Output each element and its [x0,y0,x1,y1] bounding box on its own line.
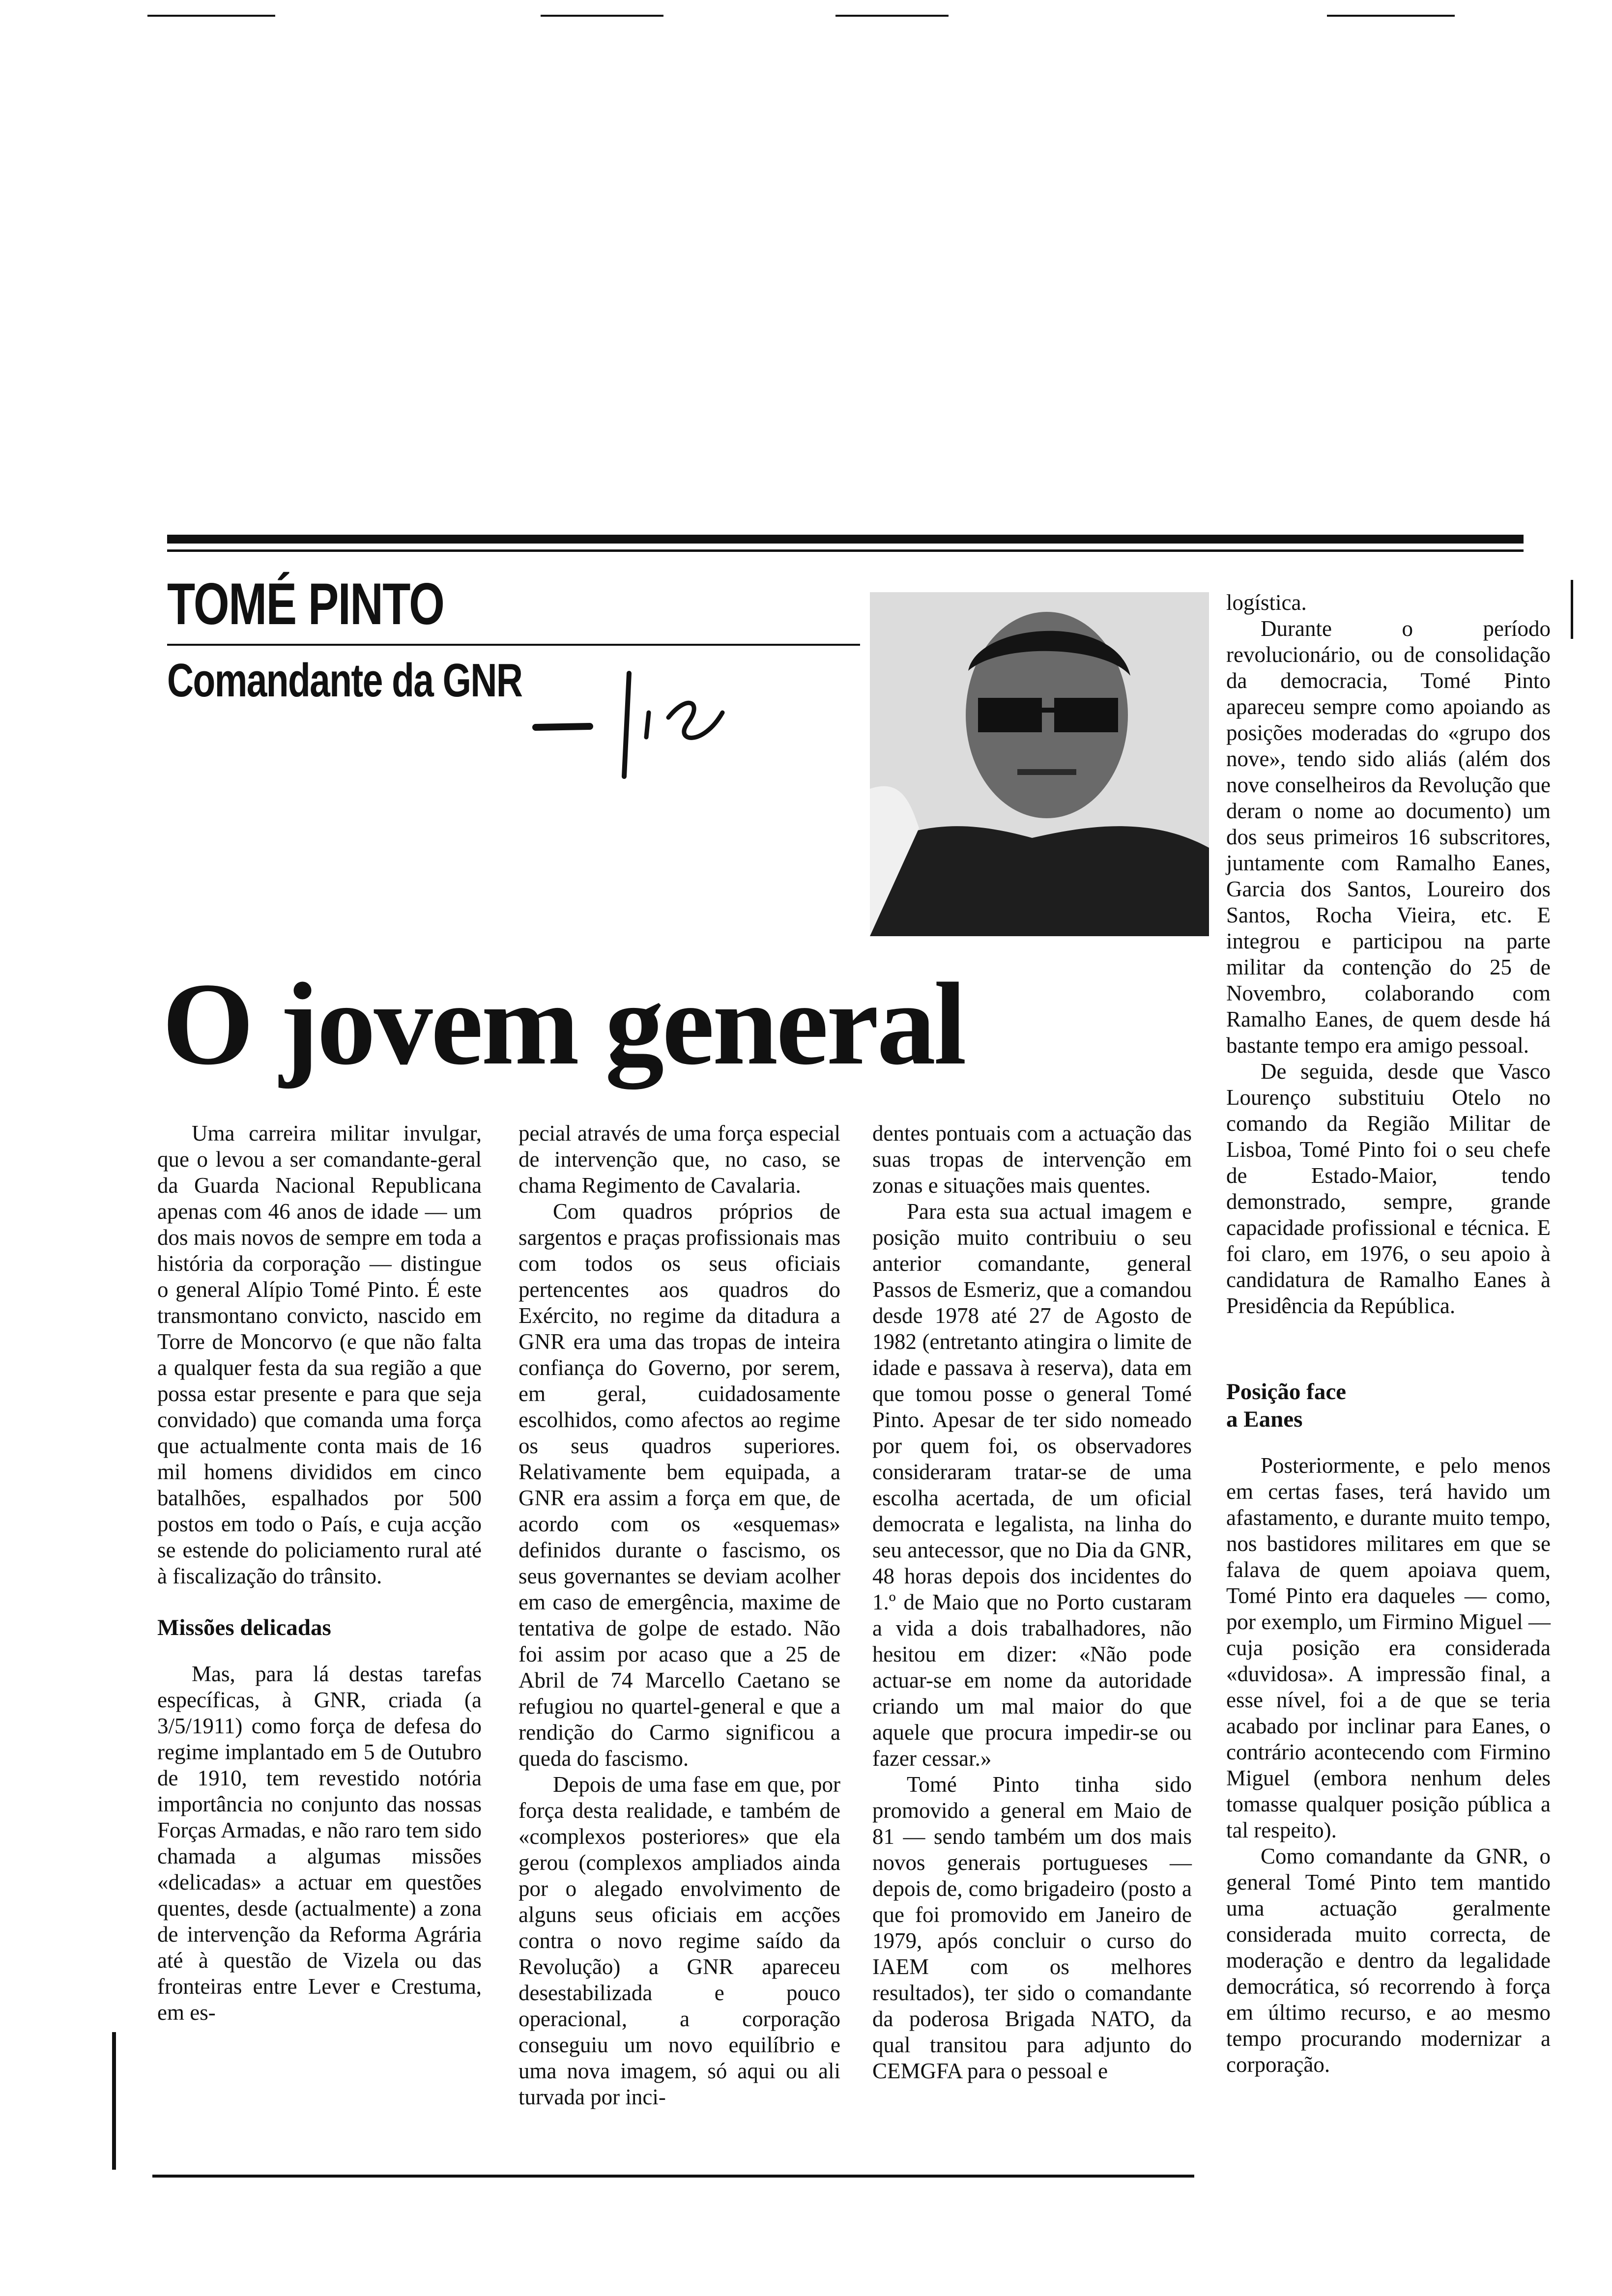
paragraph: Tomé Pinto tinha sido promovido a general em Maio de 81 — sendo também um dos mais novos generais portugueses — depois de, como brigadeiro (posto a que foi promovido em Janeiro de 1979, após concluir o curso do IAEM com os melhores resultados), ter sido o comandante da poderosa Brigada NATO, da qual transitou para adjunto do CEMGFA para o pessoal e [872,1772,1192,2083]
subheading: Missões delicadas [157,1615,331,1640]
paragraph: Com quadros próprios de sargentos e praças profissionais mas com todos os seus oficiais pertencentes aos quadros do Exército, no regime da ditadura a GNR era uma das tropas de inteira confiança do Governo, por serem, em geral, cuidadosamente escolhidos, como afectos ao regime os seus quadros superiores. Relativamente bem equipada, a GNR era assim a força em que, de acordo com os «esquemas» definidos durante o fascismo, os seus governantes se deviam acolher em caso de emergência, maxime de tentativa de golpe de estado. Não foi assim por acaso que a 25 de Abril de 74 Marcello Caetano se refugiou no quartel-general e que a rendição do Carmo significou a queda do fascismo. [518,1199,840,1771]
scan-mark [541,15,663,17]
paragraph: Uma carreira militar invulgar, que o levou a ser comandante-geral da Guarda Nacional Republicana apenas com 46 anos de idade — um dos mais novos de sempre em toda a história da corporação — distingue o general Alípio Tomé Pinto. É este transmontano convicto, nascido em Torre de Moncorvo (e que não falta a qualquer festa da sua região a que possa estar presente e para que seja convidado) que comanda uma força que actualmente conta mais de 16 mil homens divididos em cinco batalhões, espalhados por 500 postos em todo o País, e cuja acção se estende do policiamento rural até à fiscalização do trânsito. [157,1121,482,1588]
scan-mark [147,15,275,17]
footer-rule [152,2175,1194,2178]
scan-mark [835,15,949,17]
article-role: Comandante da GNR [167,654,522,707]
scan-mark [1327,15,1455,17]
header-rule-thin [167,549,1524,552]
paragraph: Durante o período revolucionário, ou de consolidação da democracia, Tomé Pinto apareceu sempre como apoiando as posições moderadas do «grupo dos nove», tendo sido aliás (além dos nove conselheiros da Revolução que deram o nome ao documento) um dos seus primeiros 16 subscritores, juntamente com Ramalho Eanes, Garcia dos Santos, Loureiro dos Santos, Rocha Vieira, etc. E integrou e participou na parte militar da contenção do 25 de Novembro, colaborando com Ramalho Eanes, de quem desde há bastante tempo era amigo pessoal. [1226,616,1551,1058]
portrait-icon [870,592,1209,936]
column-4 [1226,590,1551,2078]
headline: O jovem general [162,958,965,1089]
paragraph: Depois de uma fase em que, por força desta realidade, e também de «complexos posteriores» que ela gerou (complexos ampliados ainda por o alegado envolvimento de alguns seus oficiais em acções contra o novo regime saído da Revolução) a GNR apareceu desestabilizada e pouco operacional, a corporação conseguiu um novo equilíbrio e uma nova imagem, só aqui ou ali turvada por inci- [518,1772,840,2109]
paragraph: dentes pontuais com a actuação das suas tropas de intervenção em zonas e situações mais quentes. [872,1121,1192,1198]
handwritten-mark [526,663,732,781]
paragraph: Para esta sua actual imagem e posição muito contribuiu o seu anterior comandante, general Passos de Esmeriz, que a comandou desde 1978 até 27 de Agosto de 1982 (entretanto atingira o limite de idade e passava à reserva), data em que tomou posse o general Tomé Pinto. Apesar de ter sido nomeado por quem foi, os observadores consideraram tratar-se de uma escolha acertada, de um oficial democrata e legalista, na linha do seu antecessor, que no Dia da GNR, 48 horas depois dos incidentes do 1.º de Maio que no Porto custaram a vida a dois trabalhadores, não hesitou em dizer: «Não pode actuar-se em nome da autoridade criando um mal maior do que aquele que procura impedir-se ou fazer cessar.» [872,1199,1192,1771]
column-edge-mark [1571,580,1573,639]
paragraph: pecial através de uma força especial de intervenção que, no caso, se chama Regimento de Cavalaria. [518,1121,840,1198]
header-rule-thick [167,535,1524,544]
margin-mark [112,2032,116,2170]
paragraph: De seguida, desde que Vasco Lourenço substituiu Otelo no comando da Região Militar de Lisboa, Tomé Pinto foi o seu chefe de Estado-Maior, tendo demonstrado, sempre, grande capacidade profissional e técnica. E foi claro, em 1976, o seu apoio à candidatura de Ramalho Eanes à Presidência da República. [1226,1059,1551,1318]
article-name: TOMÉ PINTO [167,571,444,637]
paragraph: logística. [1226,590,1307,615]
paragraph: Posteriormente, e pelo menos em certas fases, terá havido um afastamento, e durante muito tempo, nos bastidores militares em que se falava de quem apoiava quem, Tomé Pinto era daqueles — como, por exemplo, um Firmino Miguel — cuja posição era considerada «duvidosa». A impressão final, a esse nível, foi a de que se teria acabado por inclinar para Eanes, o contrário acontecendo com Firmino Miguel (embora nenhum deles tomasse qualquer posição pública a tal respeito). [1226,1453,1551,1842]
portrait-photo [870,592,1209,936]
paragraph: Como comandante da GNR, o general Tomé Pinto tem mantido uma actuação geralmente considerada muito correcta, de moderação e dentro da legalidade democrática, só recorrendo à força em último recurso, e ao mesmo tempo procurando modernizar a corporação. [1226,1844,1551,2077]
name-underline [167,644,860,646]
subheading: a Eanes [1226,1406,1303,1432]
column-2 [518,1120,840,2110]
paragraph: Mas, para lá destas tarefas específicas, à GNR, criada (a 3/5/1911) como força de defesa do regime implantado em 5 de Outubro de 1910, tem revestido notória importância no conjunto das nossas Forças Armadas, e não raro tem sido chamada a algumas missões «delicadas» a actuar em questões quentes, desde (actualmente) a zona de intervenção da Reforma Agrária até à questão de Vizela ou das fronteiras entre Lever e Crestuma, em es- [157,1662,482,2025]
subheading: Posição face [1226,1379,1347,1405]
column-3 [872,1120,1192,2084]
column-1 [157,1120,482,2026]
